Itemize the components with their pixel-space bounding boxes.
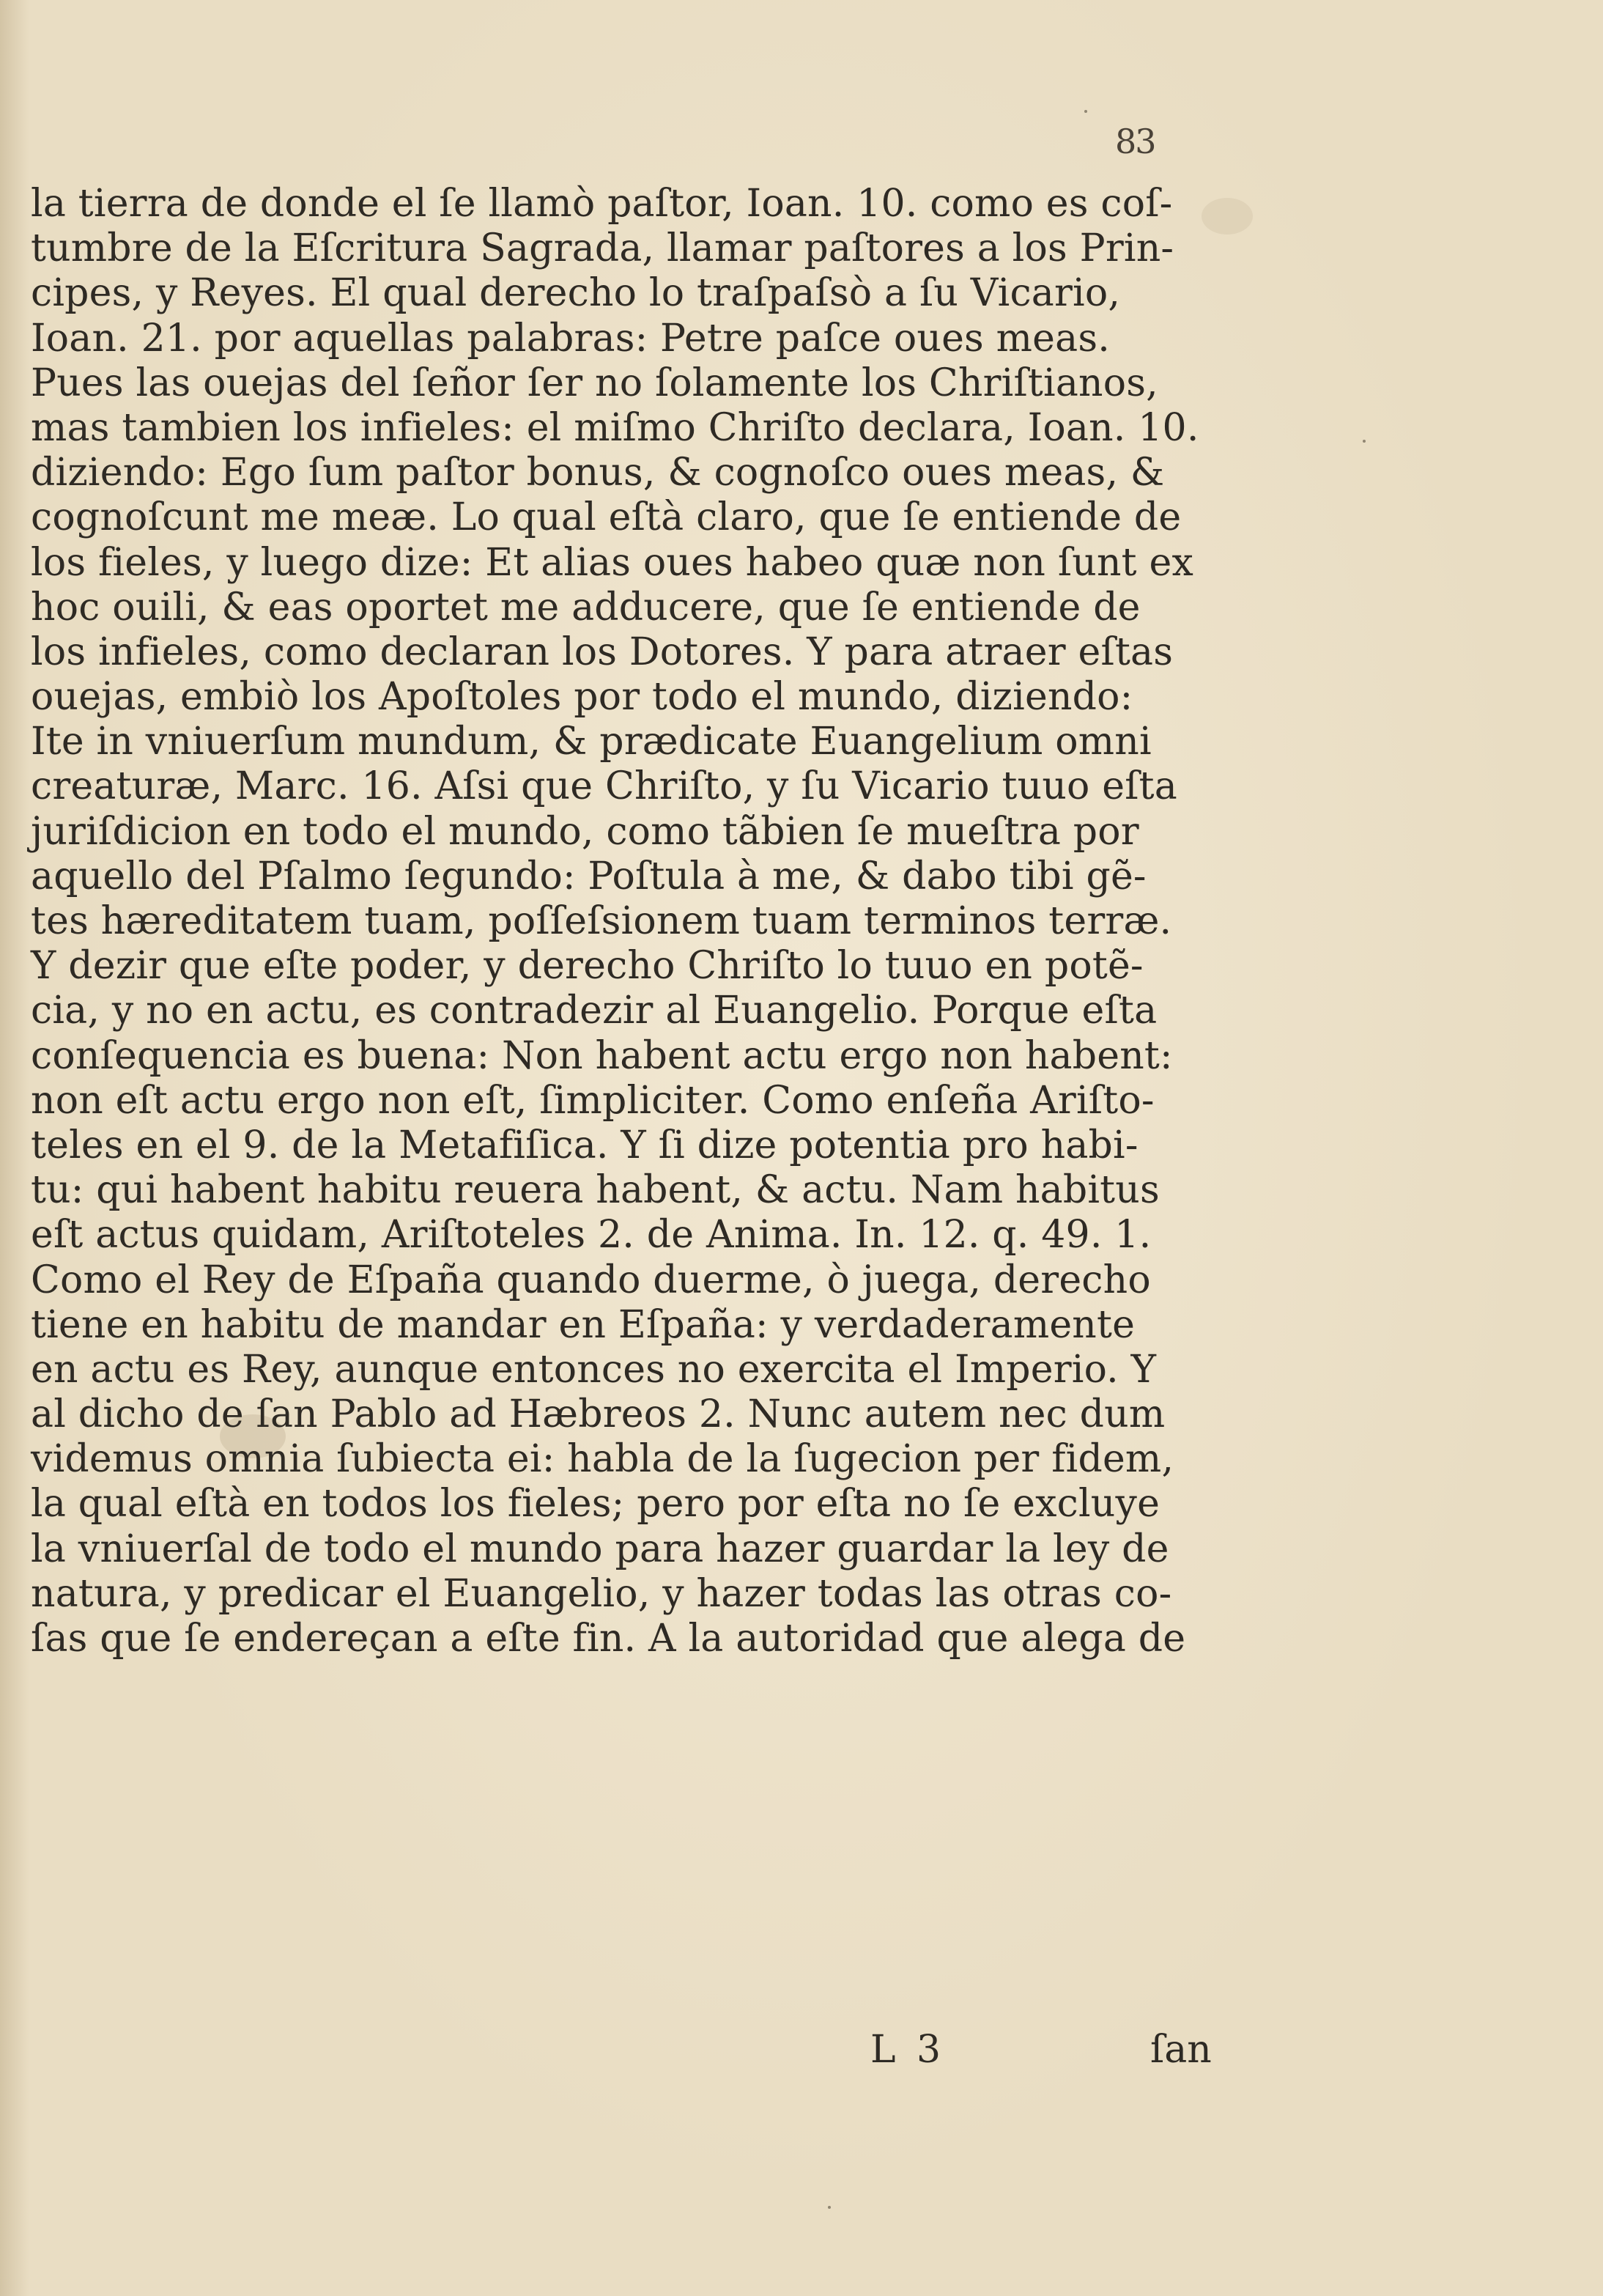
text-line: aquello del Pſalmo ſegundo: Poſtula à me, & dabo tibi gẽ- xyxy=(31,854,1147,898)
catchword: ſan xyxy=(1150,2028,1212,2072)
text-line: en actu es Rey, aunque entonces no exercita el Imperio. Y xyxy=(31,1347,1157,1392)
text-line: la tierra de donde el ſe llamò paſtor, Ioan. 10. como es coſ- xyxy=(31,182,1173,226)
text-line: Y dezir que eſte poder, y derecho Chriſto lo tuuo en potẽ- xyxy=(31,944,1144,989)
text-line: tiene en habitu de mandar en Eſpaña: y verdaderamente xyxy=(31,1302,1136,1347)
text-line: cipes, y Reyes. El qual derecho lo traſpaſsò a ſu Vicario, xyxy=(31,271,1121,316)
text-line: cia, y no en actu, es contradezir al Euangelio. Porque eſta xyxy=(31,989,1158,1033)
text-line: conſequencia es buena: Non habent actu ergo non habent: xyxy=(31,1033,1173,1078)
text-line: Como el Rey de Eſpaña quando duerme, ò juega, derecho xyxy=(31,1258,1151,1302)
text-line: Ioan. 21. por aquellas palabras: Petre paſce oues meas. xyxy=(31,316,1110,361)
page-footer xyxy=(0,2024,1603,2075)
ink-fleck xyxy=(1363,440,1366,443)
text-line: Pues las ouejas del ſeñor ſer no ſolamente los Chriſtianos, xyxy=(31,361,1158,405)
text-line: tu: qui habent habitu reuera habent, & actu. Nam habitus xyxy=(31,1168,1160,1213)
text-line: eſt actus quidam, Ariſtoteles 2. de Anima. In. 12. q. 49. 1. xyxy=(31,1213,1152,1258)
text-line: natura, y predicar el Euangelio, y hazer todas las otras co- xyxy=(31,1571,1172,1616)
text-line: los fieles, y luego dize: Et alias oues habeo quæ non ſunt ex xyxy=(31,540,1194,585)
text-line: juriſdicion en todo el mundo, como tãbien ſe mueſtra por xyxy=(31,809,1139,854)
text-line: al dicho de ſan Pablo ad Hæbreos 2. Nunc autem nec dum xyxy=(31,1392,1166,1437)
text-line: ſas que ſe endereçan a eſte fin. A la autoridad que alega de xyxy=(31,1617,1186,1661)
text-line: videmus omnia ſubiecta ei: habla de la ſugecion per fidem, xyxy=(31,1437,1174,1482)
signature-mark: L 3 xyxy=(870,2028,946,2072)
text-line: non eſt actu ergo non eſt, ſimpliciter. Como enſeña Ariſto- xyxy=(31,1078,1155,1123)
text-line: diziendo: Ego ſum paſtor bonus, & cognoſco oues meas, & xyxy=(31,451,1165,495)
ink-fleck xyxy=(828,2206,831,2209)
page-number: 83 xyxy=(1115,122,1155,161)
text-line: creaturæ, Marc. 16. Aſsi que Chriſto, y ſu Vicario tuuo eſta xyxy=(31,764,1177,809)
text-line: tumbre de la Eſcritura Sagrada, llamar paſtores a los Prin- xyxy=(31,226,1174,271)
text-line: teles en el 9. de la Metafiſica. Y ſi dize potentia pro habi- xyxy=(31,1123,1139,1167)
text-line: ouejas, embiò los Apoſtoles por todo el mundo, diziendo: xyxy=(31,675,1133,720)
text-line: cognoſcunt me meæ. Lo qual eſtà claro, que ſe entiende de xyxy=(31,495,1182,540)
text-line: Ite in vniuerſum mundum, & prædicate Euangelium omni xyxy=(31,720,1152,764)
text-line: hoc ouili, & eas oportet me adducere, que ſe entiende de xyxy=(31,585,1141,630)
text-line: los infieles, como declaran los Dotores. Y para atraer eſtas xyxy=(31,630,1174,674)
text-line: la qual eſtà en todos los fieles; pero por eſta no ſe excluye xyxy=(31,1482,1160,1527)
text-line: la vniuerſal de todo el mundo para hazer guardar la ley de xyxy=(31,1527,1169,1571)
text-line: mas tambien los infieles: el miſmo Chriſto declara, Ioan. 10. xyxy=(31,405,1199,450)
text-line: tes hæreditatem tuam, poſſeſsionem tuam terminos terræ. xyxy=(31,899,1172,943)
ink-fleck xyxy=(1084,110,1087,113)
body-text xyxy=(31,182,1232,1661)
